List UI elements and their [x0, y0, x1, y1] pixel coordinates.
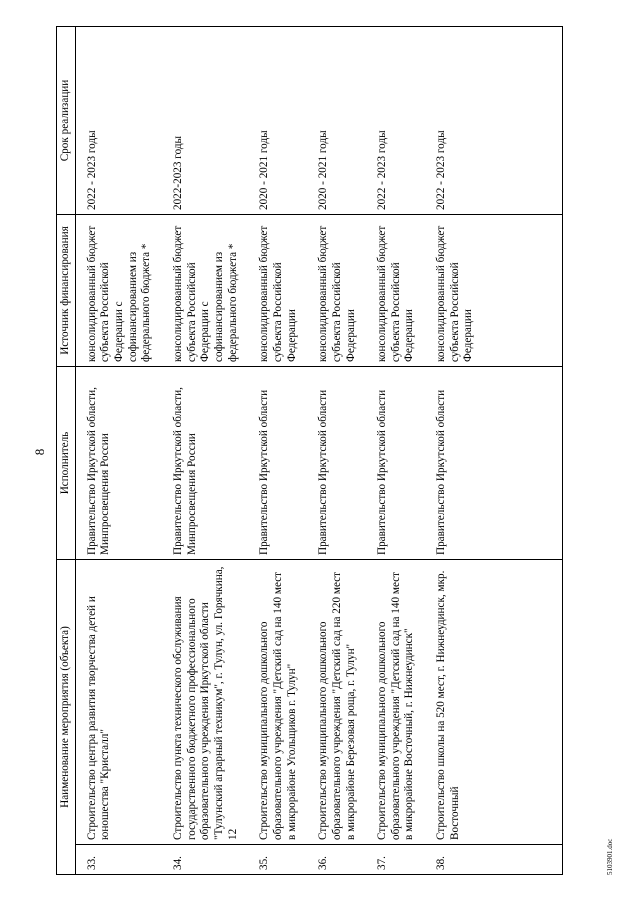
row-number: 35. — [244, 845, 303, 875]
table-row — [75, 27, 158, 875]
document-code: 5103901.doc — [606, 838, 614, 875]
row-name: Строительство муниципального дошкольного образовательного учреждения "Детский сад на 140 мест в микрорайоне Восточный, г. Нижнеудинск" — [362, 560, 421, 845]
row-name: Строительство центра развития творчества детей и юношества "Кристалл" — [75, 560, 158, 845]
row-executor: Правительство Иркутской области — [303, 367, 362, 560]
row-period: 2020 - 2021 годы — [244, 27, 303, 215]
table-row — [362, 27, 421, 875]
row-period: 2022-2023 годы — [158, 27, 244, 215]
row-name: Строительство школы на 520 мест, г. Нижнеудинск, мкр. Восточный — [421, 560, 562, 845]
row-executor: Правительство Иркутской области, Минпросвещения России — [75, 367, 158, 560]
row-name: Строительство пункта технического обслуживания государственного бюджетного профессионального образовательного учреждения Иркутской области "Тулунский аграрный техникум", г. Тулун, ул. Горячкина, 12 — [158, 560, 244, 845]
row-source: консолидированный бюджет субъекта Российской Федерации — [421, 215, 562, 367]
header-executor: Исполнитель — [57, 367, 76, 560]
row-period: 2020 - 2021 годы — [303, 27, 362, 215]
row-number: 34. — [158, 845, 244, 875]
row-name: Строительство муниципального дошкольного образовательного учреждения "Детский сад на 140 мест в микрорайоне Угольщиков г. Тулун" — [244, 560, 303, 845]
table-row — [421, 27, 562, 875]
row-number: 33. — [75, 845, 158, 875]
row-period: 2022 - 2023 годы — [421, 27, 562, 215]
row-name: Строительство муниципального дошкольного образовательного учреждения "Детский сад на 220 мест в микрорайоне Березовая роща, г. Тулун" — [303, 560, 362, 845]
document-page — [20, 17, 620, 887]
table-row — [303, 27, 362, 875]
row-executor: Правительство Иркутской области — [362, 367, 421, 560]
row-executor: Правительство Иркутской области — [244, 367, 303, 560]
header-period: Срок реализации — [57, 27, 76, 215]
row-period: 2022 - 2023 годы — [362, 27, 421, 215]
row-source: консолидированный бюджет субъекта Российской Федерации — [362, 215, 421, 367]
row-period: 2022 - 2023 годы — [75, 27, 158, 215]
header-source: Источник финансирования — [57, 215, 76, 367]
page-number: 8 — [32, 448, 47, 456]
row-source: консолидированный бюджет субъекта Российской Федерации с софинансированием из федерального бюджета * — [75, 215, 158, 367]
measures-table — [56, 26, 563, 875]
table-row — [158, 27, 244, 875]
table-header-row — [57, 27, 76, 875]
row-executor: Правительство Иркутской области — [421, 367, 562, 560]
row-number: 37. — [362, 845, 421, 875]
row-number: 36. — [303, 845, 362, 875]
row-executor: Правительство Иркутской области, Минпросвещения России — [158, 367, 244, 560]
row-number: 38. — [421, 845, 562, 875]
row-source: консолидированный бюджет субъекта Российской Федерации — [303, 215, 362, 367]
header-name: Наименование мероприятия (объекта) — [57, 560, 76, 875]
row-source: консолидированный бюджет субъекта Российской Федерации с софинансированием из федерального бюджета * — [158, 215, 244, 367]
row-source: консолидированный бюджет субъекта Российской Федерации — [244, 215, 303, 367]
table-row — [244, 27, 303, 875]
